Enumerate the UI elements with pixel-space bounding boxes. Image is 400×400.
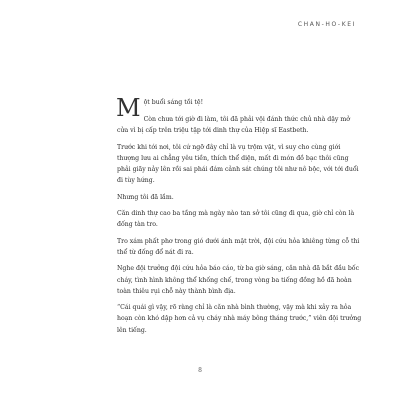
body-text — [116, 94, 363, 341]
paragraph: Căn dinh thự cao ba tầng mà ngày nào tan sở tôi cũng đi qua, giờ chỉ còn là đống tàn tro. — [117, 210, 355, 229]
opening-paragraph — [116, 94, 363, 122]
page-number: 8 — [198, 367, 202, 374]
running-head: CHAN-HO-KEI — [297, 21, 356, 28]
paragraph: Còn chưa tới giờ đi làm, tôi đã phải vội đánh thức chủ nhà dậy mở cửa vì bị cấp trên triệu tập tới dinh thự của Hiệp sĩ Eastbeth. — [117, 116, 350, 135]
paragraph: Nghe đội trưởng đội cứu hỏa báo cáo, từ ba giờ sáng, căn nhà đã bắt đầu bốc cháy, tình hình không thể khống chế, trong vòng ba tiếng đồng hồ đã hoàn toàn thiêu rụi chỗ này thành bình địa. — [117, 265, 360, 295]
opening-line: ột buổi sáng tồi tệ! — [143, 99, 204, 106]
paragraph: “Cái quái gì vậy, rõ ràng chỉ là căn nhà bình thường, vậy mà khi xảy ra hỏa hoạn còn khó dập hơn cả vụ cháy nhà máy bông tháng trước,” viên đội trưởng lên tiếng. — [117, 304, 362, 334]
paragraph: Nhưng tôi đã lầm. — [117, 193, 174, 201]
paragraph: Trước khi tới nơi, tôi cứ ngỡ đây chỉ là vụ trộm vặt, vì suy cho cùng giới thượng lưu ai chẳng yêu tiền, thích thể diện, mất đi món đồ bạc thôi cũng phải giãy nảy lên rồi sai phái đám cảnh sát chúng tôi như nô bộc, với tới đuổi đi tùy hứng. — [117, 143, 359, 185]
paragraph: Tro xám phất phơ trong gió dưới ánh mặt trời, đội cứu hỏa khiêng từng cỗ thi thể từ đống đổ nát đi ra. — [117, 237, 360, 256]
drop-cap: M — [116, 94, 141, 122]
